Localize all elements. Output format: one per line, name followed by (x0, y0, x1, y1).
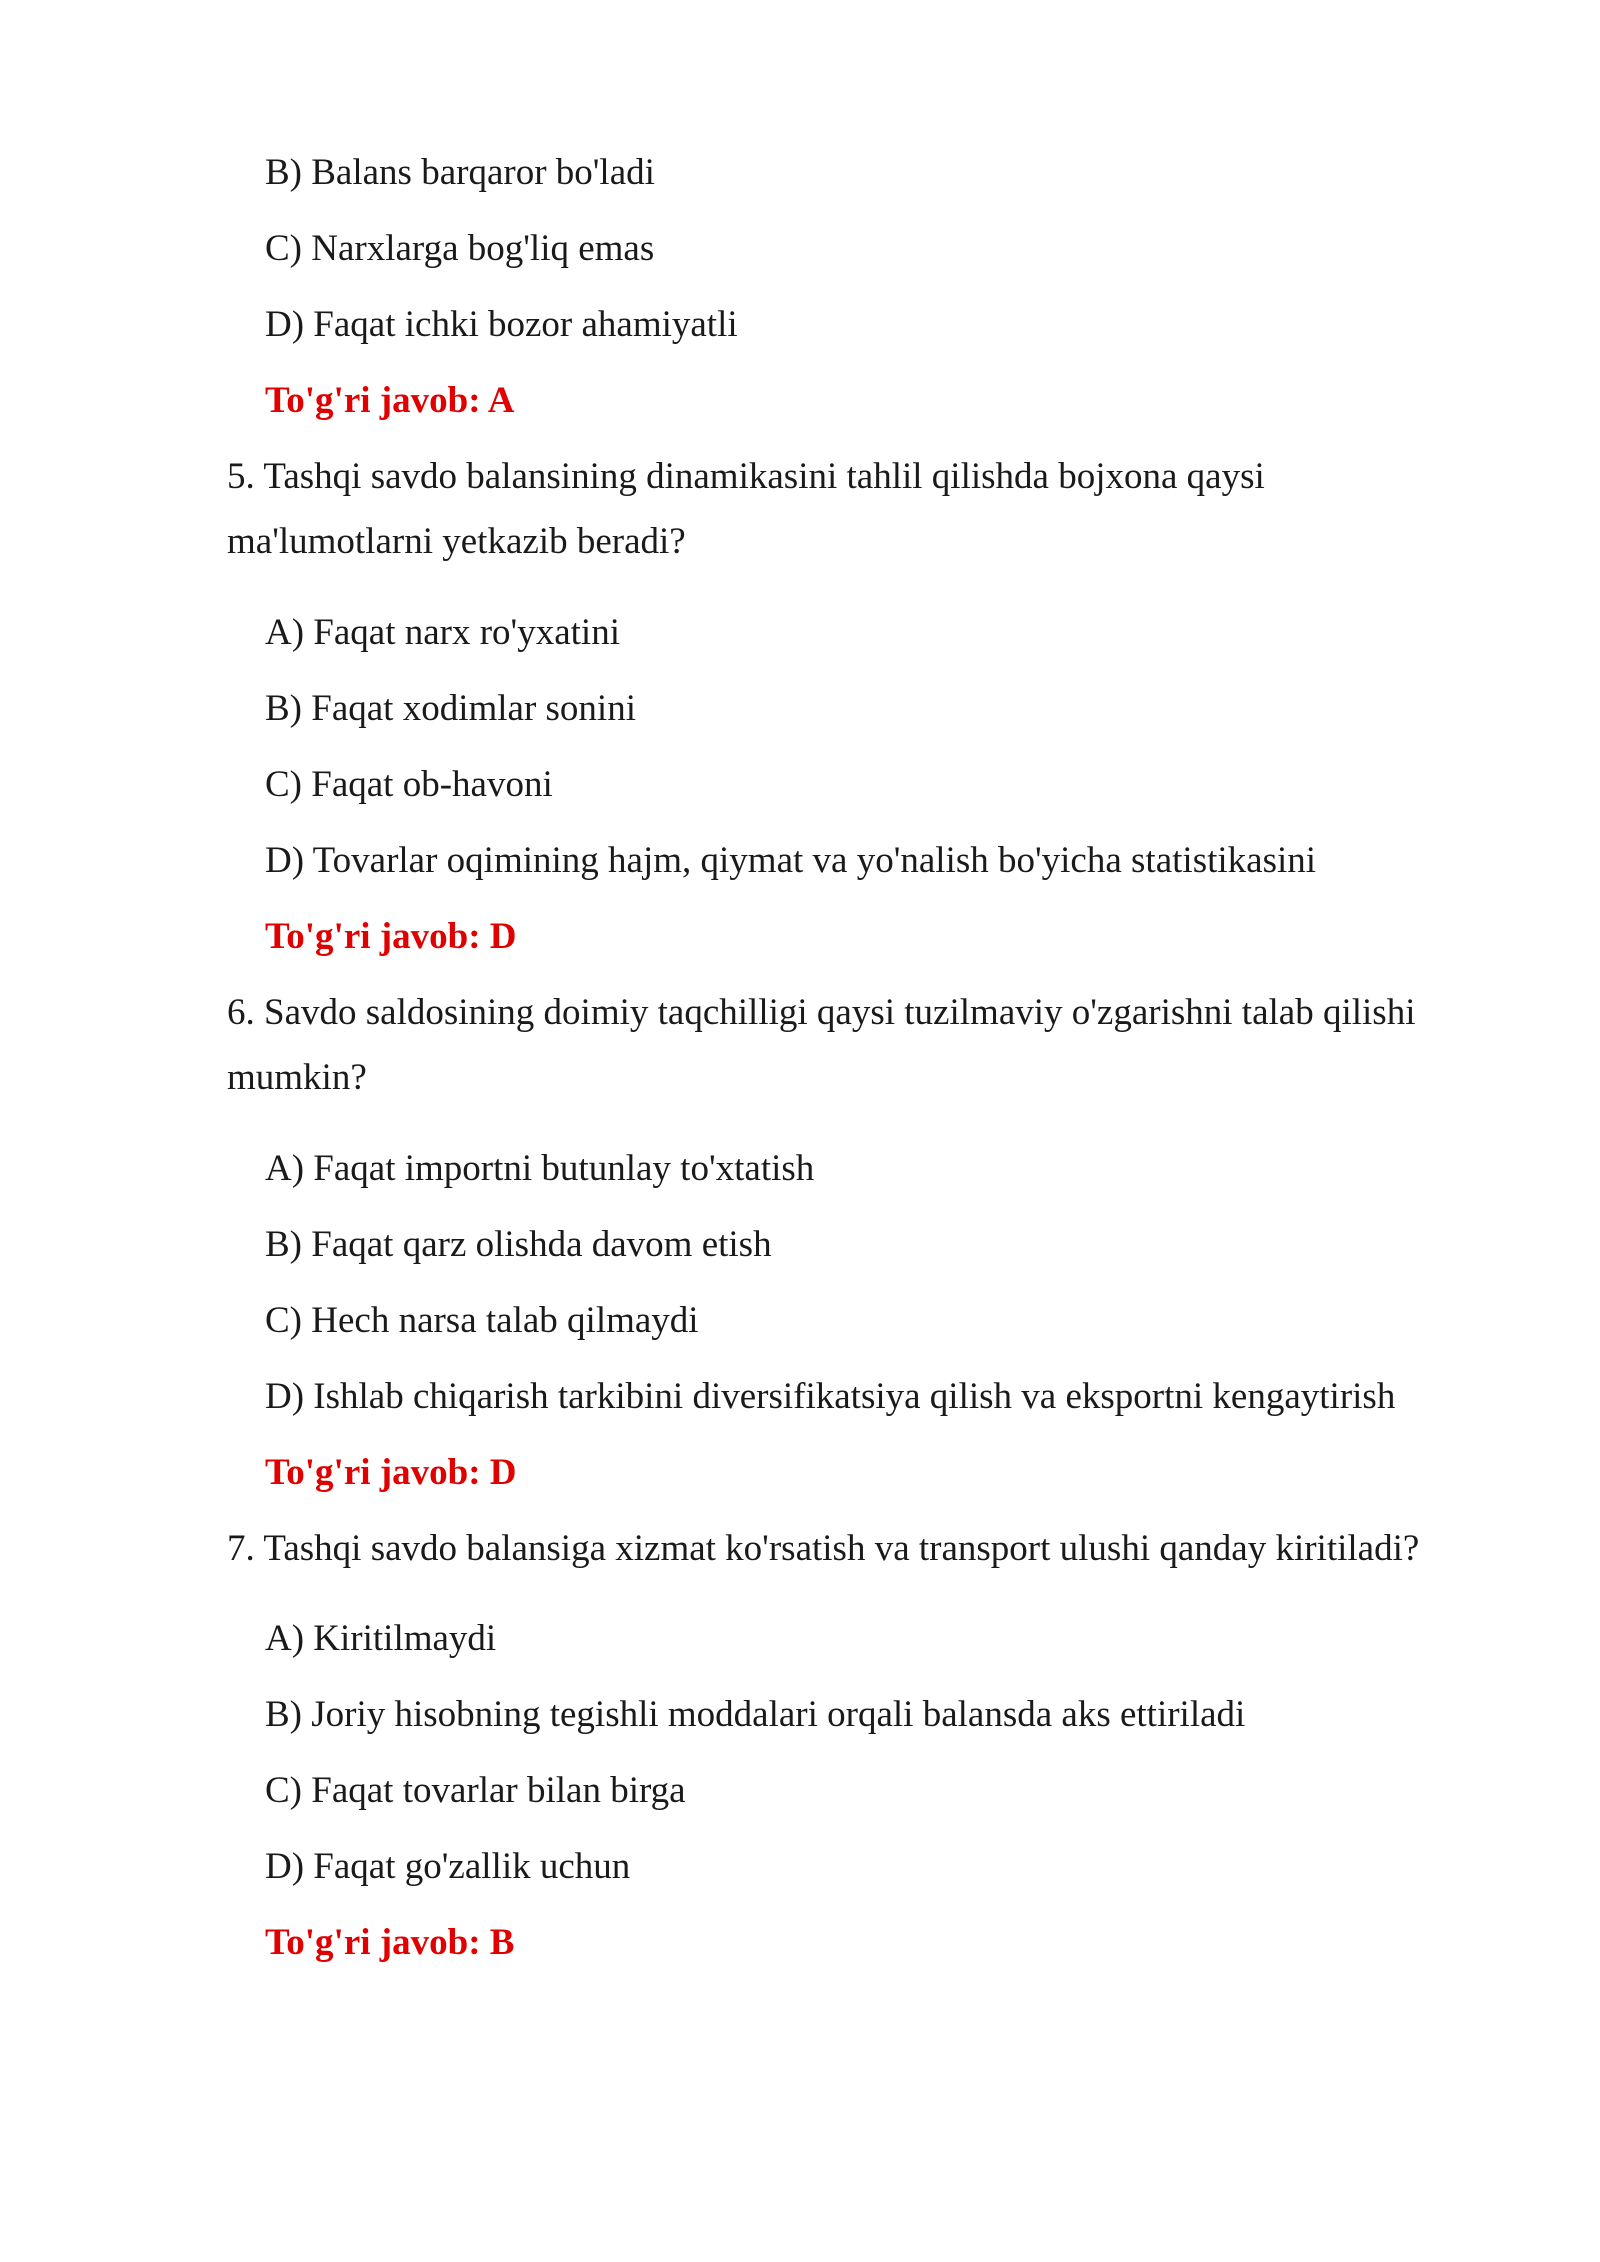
option-text: B) Faqat qarz olishda davom etish (265, 1224, 772, 1265)
option-text: C) Narxlarga bog'liq emas (265, 228, 655, 269)
option-text: D) Faqat go'zallik uchun (265, 1846, 631, 1887)
correct-answer: To'g'ri javob: A (265, 380, 515, 421)
question-text: 5. Tashqi savdo balansining dinamikasini tahlil qilishda bojxona qaysi (227, 456, 1265, 497)
option-text: D) Faqat ichki bozor ahamiyatli (265, 304, 738, 345)
correct-answer: To'g'ri javob: B (265, 1922, 515, 1963)
option-text: D) Tovarlar oqimining hajm, qiymat va yo'nalish bo'yicha statistikasini (265, 840, 1317, 881)
question-text: ma'lumotlarni yetkazib beradi? (227, 521, 686, 562)
option-text: A) Faqat narx ro'yxatini (265, 612, 620, 653)
option-text: C) Faqat ob-havoni (265, 764, 553, 805)
option-text: C) Faqat tovarlar bilan birga (265, 1770, 686, 1811)
option-text: B) Joriy hisobning tegishli moddalari orqali balansda aks ettiriladi (265, 1694, 1246, 1735)
option-text: A) Kiritilmaydi (265, 1618, 497, 1659)
option-text: B) Balans barqaror bo'ladi (265, 152, 655, 193)
question-text: 7. Tashqi savdo balansiga xizmat ko'rsatish va transport ulushi qanday kiritiladi? (227, 1528, 1420, 1569)
question-text: mumkin? (227, 1057, 367, 1098)
option-text: A) Faqat importni butunlay to'xtatish (265, 1148, 815, 1189)
option-text: C) Hech narsa talab qilmaydi (265, 1300, 699, 1341)
correct-answer: To'g'ri javob: D (265, 1452, 517, 1493)
option-text: B) Faqat xodimlar sonini (265, 688, 636, 729)
option-text: D) Ishlab chiqarish tarkibini diversifikatsiya qilish va eksportni kengaytirish (265, 1376, 1396, 1417)
correct-answer: To'g'ri javob: D (265, 916, 517, 957)
question-text: 6. Savdo saldosining doimiy taqchilligi qaysi tuzilmaviy o'zgarishni talab qilishi (227, 992, 1416, 1033)
